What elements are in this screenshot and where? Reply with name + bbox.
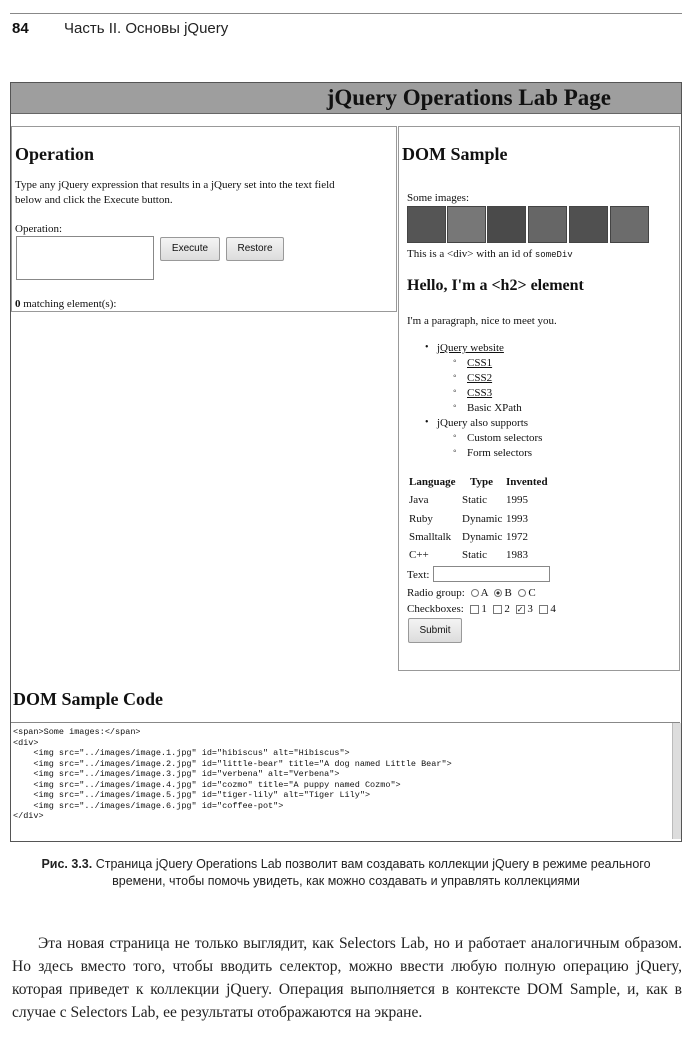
thumb-tiger-lily [569, 206, 608, 243]
radio-b-label: B [504, 587, 512, 599]
thumb-hibiscus [407, 206, 446, 243]
code-listing: <span>Some images:</span> <div> <img src="../images/image.1.jpg" id="hibiscus" alt="Hibiscus"> <img src="../images/image.2.jpg" id="little-bear" title="A dog named Little Bear"> <img src="../images/image.3.jpg" id="verbena" alt="Verbena"> <img src="../images/image.4.jpg" id="cozmo" title="A puppy named Cozmo"> <img src="../images/image.5.jpg" id="tiger-lily" alt="Tiger Lily"> <img src="../images/image.6.jpg" id="coffee-pot"> </div> [11, 722, 680, 840]
operation-label: Operation: [15, 223, 63, 235]
checkbox-3[interactable] [516, 605, 525, 614]
list-item: Basic XPath [467, 402, 522, 414]
restore-button[interactable]: Restore [226, 237, 284, 261]
list-item: jQuery also supports [437, 417, 529, 429]
running-title: Часть II. Основы jQuery [64, 20, 229, 37]
thumb-verbena [487, 206, 526, 243]
text-label: Text: [407, 569, 430, 581]
div-text: This is a <div> with an id of [407, 248, 533, 260]
match-text: matching element(s): [23, 298, 117, 310]
table-cell: Static [462, 494, 488, 506]
dom-sample-heading: DOM Sample [402, 144, 508, 164]
css1-link[interactable]: CSS1 [467, 357, 493, 369]
list-bullet: ◦ [453, 401, 457, 412]
checkbox-group [407, 602, 556, 617]
match-status [15, 297, 116, 312]
radio-a[interactable] [471, 589, 479, 597]
table-cell: 1993 [506, 513, 528, 525]
operation-heading: Operation [15, 144, 94, 164]
list-bullet: ◦ [453, 356, 457, 367]
figure-caption [20, 856, 672, 890]
table-cell: Java [409, 494, 429, 506]
radio-c[interactable] [518, 589, 526, 597]
list-bullet: ◦ [453, 431, 457, 442]
radio-group [407, 586, 536, 601]
h2-element: Hello, I'm a <h2> element [407, 277, 584, 294]
table-cell: Dynamic [462, 513, 503, 525]
checkbox-4[interactable] [539, 605, 548, 614]
thumb-coffee-pot [610, 206, 649, 243]
div-description [407, 247, 573, 263]
caption-label: Рис. 3.3. [41, 857, 93, 871]
text-input[interactable] [433, 566, 550, 582]
lab-banner [11, 83, 681, 114]
submit-button[interactable]: Submit [408, 618, 462, 643]
operation-instructions: Type any jQuery expression that results in a jQuery set into the text field below and click the Execute button. [15, 179, 335, 206]
match-count: 0 [15, 298, 21, 310]
code-scrollbar[interactable] [672, 723, 681, 839]
list-item: Custom selectors [467, 432, 543, 444]
operation-textarea[interactable] [16, 236, 154, 280]
radio-b[interactable] [494, 589, 502, 597]
table-cell: 1983 [506, 549, 528, 561]
table-cell: C++ [409, 549, 429, 561]
div-id: someDiv [534, 250, 573, 260]
radio-a-label: A [480, 587, 488, 599]
css2-link[interactable]: CSS2 [467, 372, 493, 384]
sample-paragraph: I'm a paragraph, nice to meet you. [407, 315, 557, 327]
list-bullet: ◦ [453, 446, 457, 457]
execute-button[interactable]: Execute [160, 237, 220, 261]
checkbox-1[interactable] [470, 605, 479, 614]
caption-text: Страница jQuery Operations Lab позволит вам создавать коллекции jQuery в режиме реального времени, чтобы помочь увидеть, как можно создавать и управлять коллекциями [95, 857, 651, 888]
table-cell: 1972 [506, 531, 528, 543]
table-cell: 1995 [506, 494, 528, 506]
list-bullet: ◦ [453, 386, 457, 397]
css3-link[interactable]: CSS3 [467, 387, 493, 399]
radio-c-label: C [528, 587, 536, 599]
checkbox-2[interactable] [493, 605, 502, 614]
table-cell: Dynamic [462, 531, 503, 543]
jquery-website-link[interactable]: jQuery website [437, 342, 504, 354]
checkbox-4-label: 4 [550, 603, 556, 615]
table-header: Language [409, 476, 456, 488]
radio-label: Radio group: [407, 587, 465, 599]
list-bullet: • [425, 417, 429, 428]
table-cell: Static [462, 549, 488, 561]
lab-title: jQuery Operations Lab Page [326, 85, 611, 110]
table-header: Type [470, 476, 494, 488]
checkmark-icon: ✓ [516, 604, 524, 614]
header-rule [10, 13, 682, 14]
thumb-cozmo [528, 206, 567, 243]
checkbox-2-label: 2 [504, 603, 510, 615]
table-header: Invented [506, 476, 548, 488]
checkbox-1-label: 1 [481, 603, 487, 615]
images-label: Some images: [407, 192, 470, 204]
table-cell: Smalltalk [409, 531, 452, 543]
table-cell: Ruby [409, 513, 433, 525]
page-number: 84 [12, 20, 29, 37]
checkbox-3-label: 3 [527, 603, 533, 615]
code-heading: DOM Sample Code [13, 689, 163, 709]
body-paragraph: Эта новая страница не только выглядит, как Selectors Lab, но и работает аналогичным образом. Но здесь вместо того, чтобы вводить селектор, можно ввести любую полную операцию jQuery, которая приведет к коллекции jQuery. Операция выполняется в контексте DOM Sample, и, как в случае с Selectors Lab, ее результаты отображаются на экране. [12, 935, 682, 1021]
list-bullet: • [425, 342, 429, 353]
list-bullet: ◦ [453, 371, 457, 382]
checkbox-label: Checkboxes: [407, 603, 464, 615]
thumb-little-bear [447, 206, 486, 243]
list-item: Form selectors [467, 447, 533, 459]
